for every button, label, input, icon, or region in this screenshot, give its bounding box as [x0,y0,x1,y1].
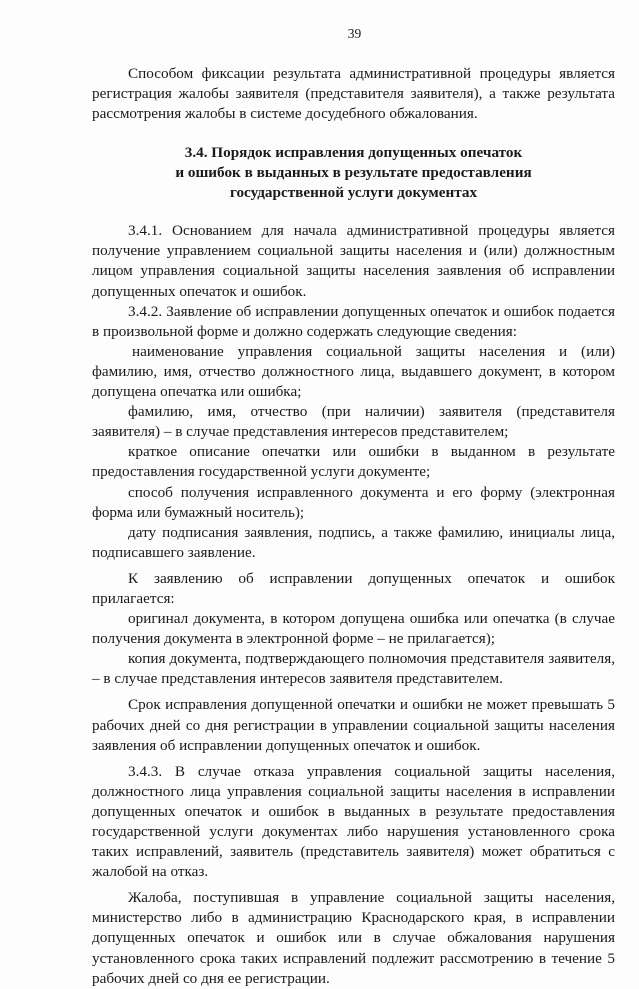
list-item-signature-date: дату подписания заявления, подпись, а также фамилию, инициалы лица, подписавшего заявление. [92,523,615,561]
section-heading [92,143,615,203]
section-heading-line-3: государственной услуги документах [229,184,478,202]
attachment-power-of-attorney: копия документа, подтверждающего полномочия представителя заявителя, – в случае представления интересов заявителя представителем. [92,650,615,688]
paragraph-3-4-3: 3.4.3. В случае отказа управления социальной защиты населения, должностного лица управления социальной защиты населения в исправлении допущенных опечаток и ошибок в выданных в результате предоставления государственной услуги документах либо нарушения установленного срока таких исправлений, заявитель (представитель заявителя) может обратиться с жалобой на отказ. [92,762,615,881]
section-heading-line-1: 3.4. Порядок исправления допущенных опечаток [184,144,523,162]
attachments-intro: К заявлению об исправлении допущенных опечаток и ошибок прилагается: [92,569,615,607]
page-number: 39 [347,26,362,41]
paragraph-3-4-1: 3.4.1. Основанием для начала административной процедуры является получение управлением социальной защиты населения и (или) должностным лицом управления социальной защиты населения заявления об исправлении допущенных опечаток и ошибок. [92,222,615,300]
section-heading-line-2: и ошибок в выданных в результате предоставления [175,164,532,182]
list-item-delivery-method: способ получения исправленного документа и его форму (электронная форма или бумажный носитель); [92,483,615,521]
attachment-original-document: оригинал документа, в котором допущена ошибка или опечатка (в случае получения документа в электронной форме – не прилагается); [92,610,615,648]
complaint-review-paragraph: Жалоба, поступившая в управление социальной защиты населения, министерство либо в администрацию Краснодарского края, в исправлении допущенных опечаток и ошибок или в случае обжалования нарушения установленного срока таких исправлений подлежит рассмотрению в течение 5 рабочих дней со дня ее регистрации. [92,889,615,987]
correction-deadline-paragraph: Срок исправления допущенной опечатки и ошибки не может превышать 5 рабочих дней со дня регистрации в управлении социальной защиты населения заявления об исправлении допущенных опечаток и ошибок. [92,696,615,754]
intro-paragraph: Способом фиксации результата административной процедуры является регистрация жалобы заявителя (представителя заявителя), а также результата рассмотрения жалобы в системе досудебного обжалования. [92,65,615,123]
paragraph-3-4-2: 3.4.2. Заявление об исправлении допущенных опечаток и ошибок подается в произвольной форме и должно содержать следующие сведения: [92,302,615,340]
list-item-authority-name: наименование управления социальной защиты населения и (или) фамилию, имя, отчество должностного лица, выдавшего документ, в котором допущена опечатка или ошибка; [92,342,615,401]
list-item-applicant-name: фамилию, имя, отчество (при наличии) заявителя (представителя заявителя) – в случае представления интересов представителем; [92,403,615,441]
list-item-error-description: краткое описание опечатки или ошибки в выданном в результате предоставления государственной услуги документе; [92,443,615,481]
